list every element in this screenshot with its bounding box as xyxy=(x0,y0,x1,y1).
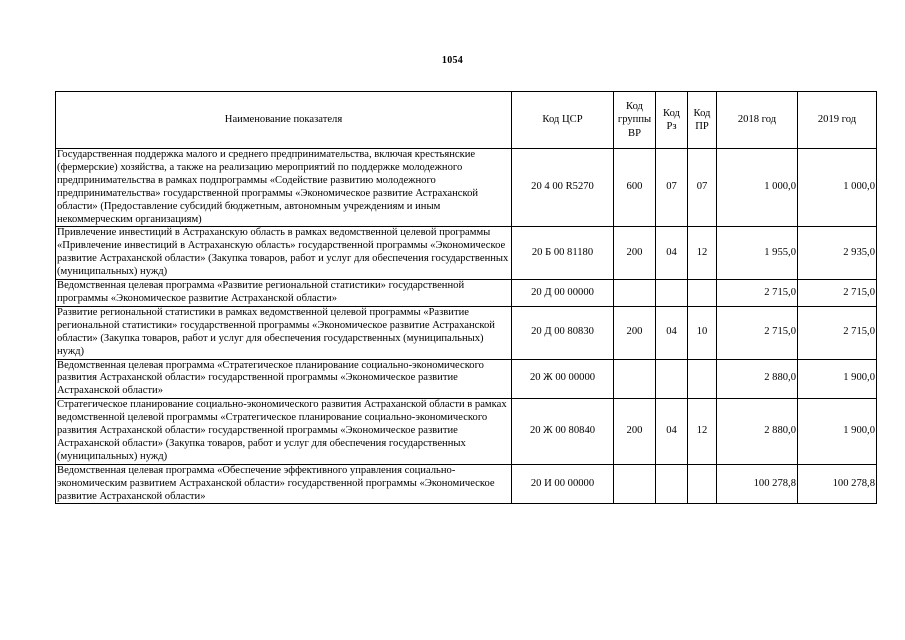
row-csr: 20 4 00 R5270 xyxy=(512,149,614,227)
row-pr: 12 xyxy=(688,399,717,465)
row-rz: 04 xyxy=(656,227,688,280)
row-2018: 1 000,0 xyxy=(717,149,798,227)
header-vr: Код группы ВР xyxy=(614,92,656,149)
row-vr: 200 xyxy=(614,227,656,280)
row-2019: 2 935,0 xyxy=(798,227,877,280)
header-2018: 2018 год xyxy=(717,92,798,149)
row-name: Стратегическое планирование социально-экономического развития Астраханской области в рамках ведомственной целевой программы «Стратегическое планирование социально-экономического развития Астраханской области» государственной программы «Экономическое развитие Астраханской области» (Закупка товаров, работ и услуг для обеспечения государственных (муниципальных) нужд) xyxy=(56,399,512,465)
row-2019: 1 000,0 xyxy=(798,149,877,227)
row-name: Развитие региональной статистики в рамках ведомственной целевой программы «Развитие региональной статистики» государственной программы «Экономическое развитие Астраханской области» (Закупка товаров, работ и услуг для обеспечения государственных (муниципальных) нужд) xyxy=(56,306,512,359)
table-row xyxy=(56,227,877,280)
row-2019: 1 900,0 xyxy=(798,399,877,465)
table-row xyxy=(56,280,877,307)
row-rz xyxy=(656,359,688,399)
row-rz xyxy=(656,280,688,307)
row-csr: 20 Б 00 81180 xyxy=(512,227,614,280)
row-pr: 10 xyxy=(688,306,717,359)
table-row xyxy=(56,149,877,227)
row-vr: 200 xyxy=(614,306,656,359)
row-vr: 200 xyxy=(614,399,656,465)
row-csr: 20 Д 00 00000 xyxy=(512,280,614,307)
header-2019: 2019 год xyxy=(798,92,877,149)
header-name: Наименование показателя xyxy=(56,92,512,149)
row-csr: 20 И 00 00000 xyxy=(512,464,614,504)
row-name: Ведомственная целевая программа «Обеспечение эффективного управления социально-экономическим развитием Астраханской области» государственной программы «Экономическое развитие Астраханской области» xyxy=(56,464,512,504)
row-2019: 2 715,0 xyxy=(798,306,877,359)
row-vr xyxy=(614,359,656,399)
row-2018: 1 955,0 xyxy=(717,227,798,280)
row-2018: 2 715,0 xyxy=(717,280,798,307)
row-name: Ведомственная целевая программа «Развитие региональной статистики» государственной программы «Экономическое развитие Астраханской области» xyxy=(56,280,512,307)
row-vr xyxy=(614,280,656,307)
row-pr: 12 xyxy=(688,227,717,280)
row-name: Привлечение инвестиций в Астраханскую область в рамках ведомственной целевой программы «Привлечение инвестиций в Астраханскую область» государственной программы «Экономическое развитие Астраханской области» (Закупка товаров, работ и услуг для обеспечения государственных (муниципальных) нужд) xyxy=(56,227,512,280)
row-2018: 2 715,0 xyxy=(717,306,798,359)
table-row xyxy=(56,399,877,465)
row-vr: 600 xyxy=(614,149,656,227)
page-number: 1054 xyxy=(441,55,464,66)
row-csr: 20 Ж 00 80840 xyxy=(512,399,614,465)
row-csr: 20 Ж 00 00000 xyxy=(512,359,614,399)
table-header-row xyxy=(56,92,877,149)
row-pr xyxy=(688,280,717,307)
row-rz: 04 xyxy=(656,399,688,465)
budget-table xyxy=(55,91,877,504)
row-2019: 1 900,0 xyxy=(798,359,877,399)
row-2018: 2 880,0 xyxy=(717,359,798,399)
row-rz xyxy=(656,464,688,504)
row-rz: 04 xyxy=(656,306,688,359)
table-row xyxy=(56,306,877,359)
header-rz: Код Рз xyxy=(656,92,688,149)
row-pr xyxy=(688,464,717,504)
header-pr: Код ПР xyxy=(688,92,717,149)
row-name: Ведомственная целевая программа «Стратегическое планирование социально-экономического развития Астраханской области» государственной программы «Экономическое развитие Астраханской области» xyxy=(56,359,512,399)
row-rz: 07 xyxy=(656,149,688,227)
row-pr xyxy=(688,359,717,399)
table-row xyxy=(56,359,877,399)
row-2019: 100 278,8 xyxy=(798,464,877,504)
row-2019: 2 715,0 xyxy=(798,280,877,307)
row-vr xyxy=(614,464,656,504)
row-name: Государственная поддержка малого и среднего предпринимательства, включая крестьянские (фермерские) хозяйства, а также на реализацию мероприятий по поддержке молодежного предпринимательства в рамках подпрограммы «Содействие развитию молодежного предпринимательства» государственной программы «Экономическое развитие Астраханской области» (Предоставление субсидий бюджетным, автономным учреждениям и иным некоммерческим организациям) xyxy=(56,149,512,227)
header-csr: Код ЦСР xyxy=(512,92,614,149)
row-pr: 07 xyxy=(688,149,717,227)
row-2018: 100 278,8 xyxy=(717,464,798,504)
table-row xyxy=(56,464,877,504)
row-2018: 2 880,0 xyxy=(717,399,798,465)
row-csr: 20 Д 00 80830 xyxy=(512,306,614,359)
